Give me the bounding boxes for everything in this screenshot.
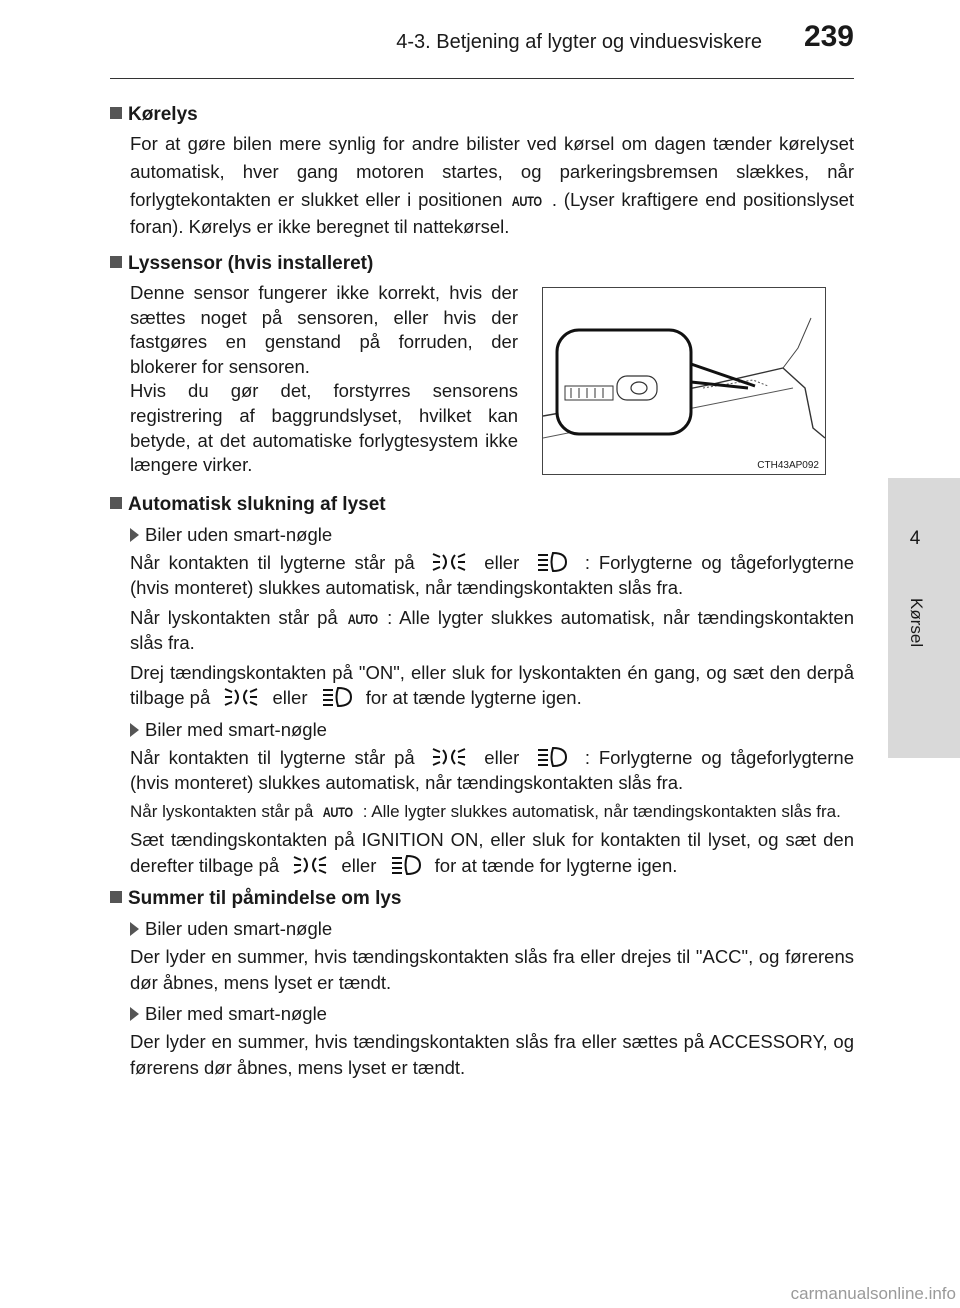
tail-light-icon bbox=[431, 551, 467, 573]
windshield-sensor-drawing bbox=[543, 288, 825, 474]
subheading: Biler uden smart-nøgle bbox=[130, 524, 854, 546]
paragraph: Der lyder en summer, hvis tændingskontakten slås fra eller drejes til "ACC", og førerens dør åbnes, mens lyset er tændt. bbox=[130, 946, 854, 993]
chapter-tab-label: Kørsel bbox=[907, 598, 926, 648]
watermark: carmanualsonline.info bbox=[790, 1284, 956, 1303]
paragraph: Der lyder en summer, hvis tændingskontakten slås fra eller sættes på ACCESSORY, og førerens dør åbnes, mens lyset er tændt. bbox=[130, 1031, 854, 1078]
section-heading-summer: Summer til påmindelse om lys bbox=[110, 888, 854, 910]
chapter-tab-number: 4 bbox=[909, 528, 921, 549]
triangle-bullet-icon bbox=[130, 1007, 139, 1021]
section-heading-slukning: Automatisk slukning af lyset bbox=[110, 494, 854, 516]
headlight-icon bbox=[321, 686, 353, 708]
square-bullet-icon bbox=[110, 891, 122, 903]
paragraph: Når lyskontakten står på AUTO : Alle lygter slukkes automatisk, når tændingskontakten slås fra. bbox=[130, 801, 841, 821]
chapter-tab bbox=[888, 478, 960, 758]
paragraph: Sæt tændingskontakten på IGNITION ON, eller sluk for kontakten til lyset, og sæt den derefter tilbage på eller for at tænde for lygterne igen. bbox=[130, 829, 854, 876]
paragraph: Drej tændingskontakten på "ON", eller sluk for lyskontakten én gang, og sæt den derpå tilbage på eller for at tænde lygterne igen. bbox=[130, 661, 854, 709]
paragraph: For at gøre bilen mere synlig for andre bilister ved kørsel om dagen tænder kørelyset automatisk, hver gang motoren startes, og parkeringsbremsen slækkes, når forlygtekontakten er slukket eller i positionen AUTO . (Lyser kraftigere end positionslyset foran). Kørelys er ikke beregnet til nattekørsel. bbox=[130, 133, 855, 238]
sensor-text: Denne sensor fungerer ikke korrekt, hvis der sættes noget på sensoren, eller hvis der fastgøres en genstand på forruden, der blokerer for sensoren. Hvis du gør det, forstyrres sensorens registrering af baggrundslyset, hvilket kan betyde, at det automatiske forlygtesystem ikke længere virker. bbox=[130, 282, 518, 476]
section-heading-korelys: Kørelys bbox=[110, 104, 854, 126]
auto-symbol: AUTO bbox=[512, 192, 543, 209]
header-divider bbox=[110, 78, 854, 79]
auto-symbol: AUTO bbox=[347, 610, 378, 627]
triangle-bullet-icon bbox=[130, 922, 139, 936]
square-bullet-icon bbox=[110, 107, 122, 119]
headlight-icon bbox=[536, 551, 568, 573]
subheading: Biler med smart-nøgle bbox=[130, 1003, 854, 1025]
paragraph: Når kontakten til lygterne står på eller : Forlygterne og tågeforlygterne (hvis monteret) slukkes automatisk, når tændingskontakten slås fra. bbox=[130, 551, 855, 599]
sensor-illustration bbox=[542, 287, 826, 475]
page-content bbox=[110, 90, 854, 1080]
headlight-icon bbox=[536, 746, 568, 768]
tail-light-icon bbox=[223, 686, 259, 708]
headlight-icon bbox=[390, 854, 422, 876]
figure-id: CTH43AP092 bbox=[757, 460, 819, 471]
tail-light-icon bbox=[292, 854, 328, 876]
triangle-bullet-icon bbox=[130, 723, 139, 737]
triangle-bullet-icon bbox=[130, 528, 139, 542]
square-bullet-icon bbox=[110, 256, 122, 268]
tail-light-icon bbox=[431, 746, 467, 768]
chapter-title: 4-3. Betjening af lygter og vinduesviskere bbox=[396, 31, 762, 53]
subheading: Biler med smart-nøgle bbox=[130, 719, 854, 741]
paragraph: Når lyskontakten står på AUTO : Alle lygter slukkes automatisk, når tændingskontakten slås fra. bbox=[130, 606, 854, 654]
sensor-row bbox=[110, 281, 854, 478]
section-heading-lyssensor: Lyssensor (hvis installeret) bbox=[110, 253, 854, 275]
page-header bbox=[110, 22, 854, 78]
paragraph: Når kontakten til lygterne står på eller : Forlygterne og tågeforlygterne (hvis monteret) slukkes automatisk, når tændingskontakten slås fra. bbox=[130, 746, 855, 794]
square-bullet-icon bbox=[110, 497, 122, 509]
auto-symbol: AUTO bbox=[323, 803, 353, 820]
page-number: 239 bbox=[803, 20, 854, 53]
subheading: Biler uden smart-nøgle bbox=[130, 918, 854, 940]
